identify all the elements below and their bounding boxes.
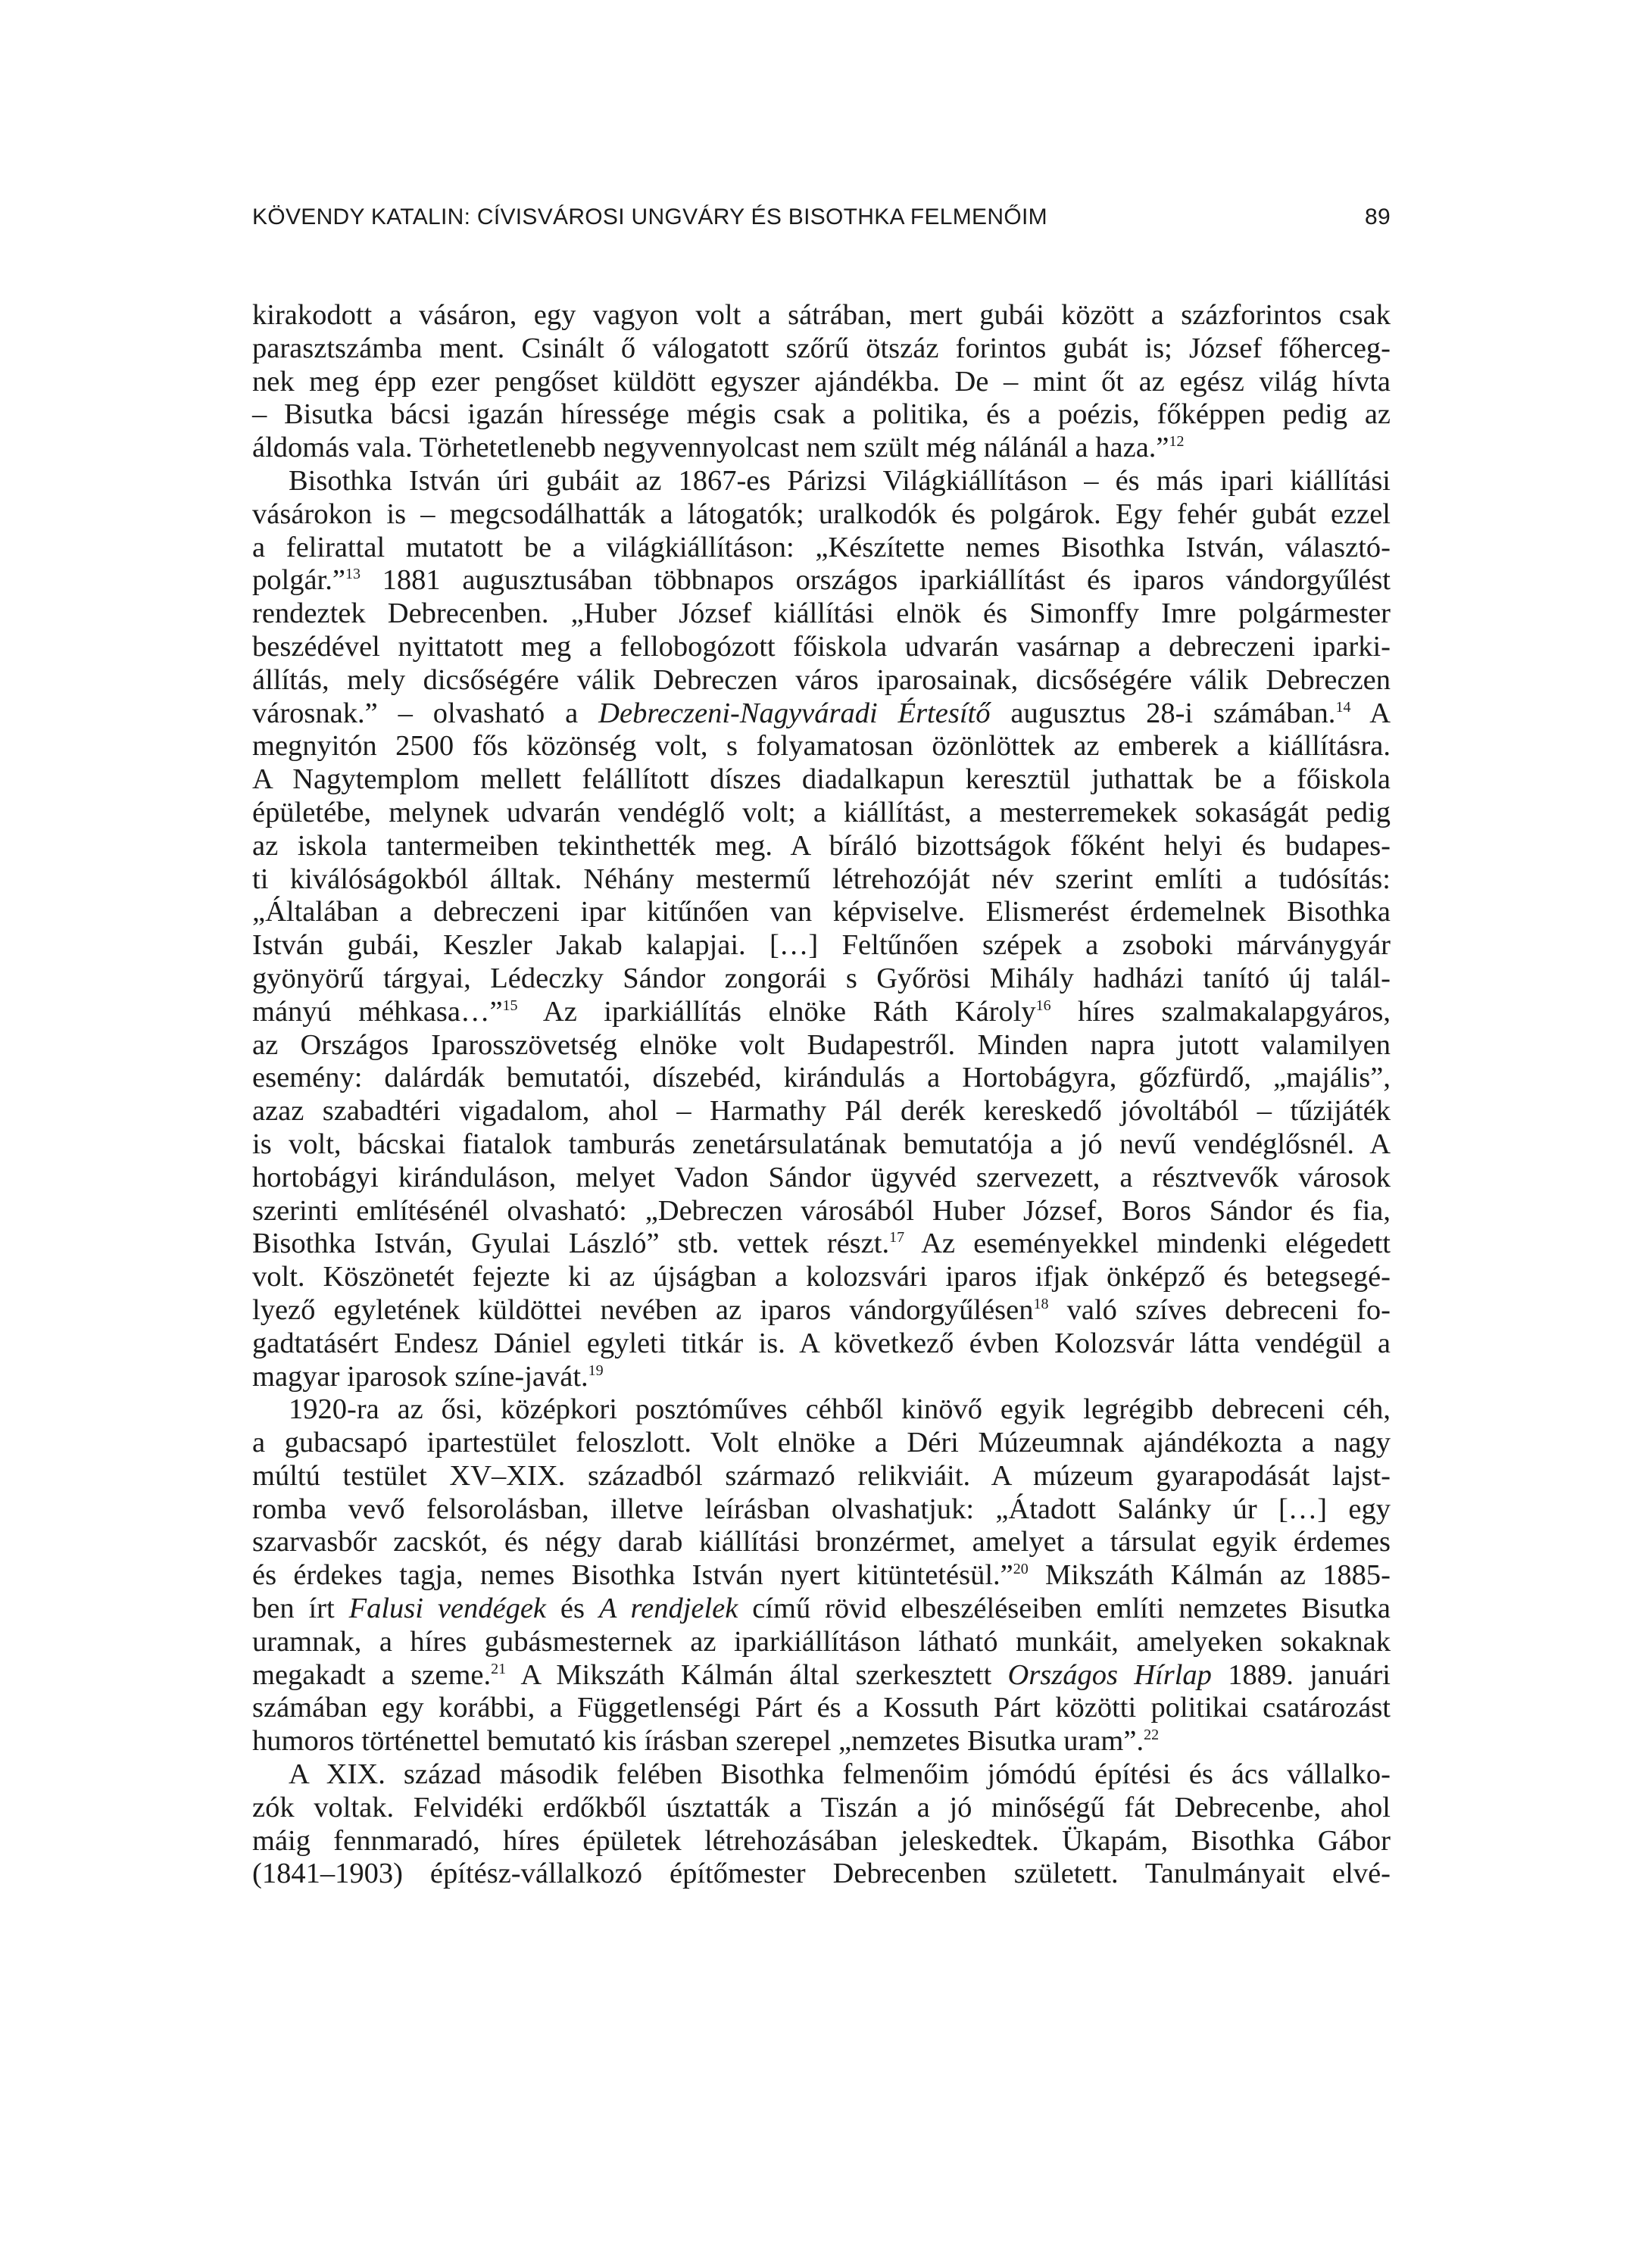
text-run: gyönyörű tárgyai, Lédeczky Sándor zongorái s Győrösi Mihály hadházi tanító új talál- xyxy=(252,962,1391,994)
text-run: ti kiválóságokból álltak. Néhány mestermű létrehozóját név szerint említi a tudósítás: xyxy=(252,863,1391,895)
footnote-ref[interactable]: 15 xyxy=(502,997,518,1014)
text-line xyxy=(252,564,1391,597)
text-line xyxy=(252,1659,1391,1692)
footnote-ref[interactable]: 14 xyxy=(1335,698,1351,716)
text-line xyxy=(252,1526,1391,1559)
text-run: máig fennmaradó, híres épületek létrehozásában jeleskedtek. Ükapám, Bisothka Gábor xyxy=(252,1824,1391,1857)
text-line xyxy=(252,1128,1391,1162)
text-line xyxy=(252,830,1391,863)
text-run: esemény: dalárdák bemutatói, díszebéd, kirándulás a Hortobágyra, gőzfürdő, „majális”, xyxy=(252,1062,1391,1094)
running-title: KÖVENDY KATALIN: CÍVISVÁROSI UNGVÁRY ÉS BISOTHKA FELMENŐIM xyxy=(252,204,1047,229)
paragraph xyxy=(252,465,1391,1393)
text-line xyxy=(252,1095,1391,1128)
text-run: nek meg épp ezer pengőset küldött egyszer ajándékba. De – mint őt az egész világ hívta xyxy=(252,365,1391,398)
text-line xyxy=(252,896,1391,929)
text-run: romba vevő felsorolásban, illetve leírásban olvashatjuk: „Átadott Salánky úr […] egy xyxy=(252,1493,1391,1525)
text-line xyxy=(252,863,1391,897)
footnote-ref[interactable]: 13 xyxy=(345,566,361,583)
text-run: Bisothka István úri gubáit az 1867-es Párizsi Világkiállításon – és más ipari kiállítási xyxy=(289,464,1391,497)
text-line xyxy=(252,398,1391,432)
text-run: állítás, mely dicsőségére válik Debreczen város iparosainak, dicsőségére válik Debreczen xyxy=(252,663,1391,696)
text-run: „Általában a debreczeni ipar kitűnően van képviselve. Elismerést érdemelnek Bisothka xyxy=(252,896,1391,928)
text-line xyxy=(252,1792,1391,1825)
text-run: híres szalmakalapgyáros, xyxy=(1050,995,1391,1028)
text-line xyxy=(252,1195,1391,1228)
text-line xyxy=(252,1393,1391,1427)
text-line xyxy=(252,1858,1391,1891)
text-line xyxy=(252,1626,1391,1659)
text-line xyxy=(252,929,1391,962)
text-line xyxy=(252,465,1391,498)
text-line xyxy=(252,797,1391,830)
text-run: gadtatásért Endesz Dániel egyleti titkár is. A következő évben Kolozsvár látta vendégül a xyxy=(252,1327,1391,1359)
page-number: 89 xyxy=(1365,204,1391,229)
text-line xyxy=(252,1228,1391,1261)
text-line xyxy=(252,996,1391,1029)
italic-title: Falusi vendégek xyxy=(348,1593,547,1625)
text-line xyxy=(252,432,1391,465)
text-line xyxy=(252,1294,1391,1327)
text-run: kirakodott a vásáron, egy vagyon volt a sátrában, mert gubái között a százforintos csak xyxy=(252,299,1391,331)
text-line xyxy=(252,1593,1391,1626)
text-line xyxy=(252,299,1391,332)
text-run: és xyxy=(546,1593,599,1625)
text-run: humoros történettel bemutató kis írásban szerepel „nemzetes Bisutka uram”. xyxy=(252,1725,1144,1758)
text-line xyxy=(252,366,1391,399)
text-run: ben írt xyxy=(252,1593,349,1625)
text-run: István gubái, Keszler Jakab kalapjai. […] Feltűnően szépek a zsoboki márványgyár xyxy=(252,929,1391,962)
text-run: szerinti említésénél olvasható: „Debreczen városából Huber József, Boros Sándor és fia, xyxy=(252,1194,1391,1227)
text-run: parasztszámba ment. Csinált ő válogatott szőrű ötszáz forintos gubát is; József főherceg- xyxy=(252,332,1391,364)
text-run: volt. Köszönetét fejezte ki az újságban a kolozsvári iparos ifjak önképző és betegsegé- xyxy=(252,1261,1391,1293)
text-run: az iskola tantermeiben tekinthették meg. A bíráló bizottságok főként helyi és budapes- xyxy=(252,829,1391,862)
text-run: augusztus 28-i számában. xyxy=(990,697,1336,729)
text-line xyxy=(252,730,1391,763)
paragraph xyxy=(252,299,1391,465)
footnote-ref[interactable]: 16 xyxy=(1035,997,1051,1014)
text-line xyxy=(252,597,1391,631)
footnote-ref[interactable]: 20 xyxy=(1013,1561,1029,1578)
italic-title: A rendjelek xyxy=(598,1593,738,1625)
text-run: beszédével nyittatott meg a fellobogózott főiskola udvarán vasárnap a debreczeni iparki- xyxy=(252,630,1391,663)
text-run: való szíves debreceni fo- xyxy=(1048,1293,1391,1326)
text-run: városnak.” – olvasható a xyxy=(252,697,599,729)
text-run: rendeztek Debrecenben. „Huber József kiállítási elnök és Simonffy Imre polgármester xyxy=(252,597,1391,630)
text-run: megakadt a szeme. xyxy=(252,1658,492,1691)
text-line xyxy=(252,631,1391,664)
text-run: áldomás vala. Törhetetlenebb negyvennyolcast nem szült még nálánál a haza.” xyxy=(252,432,1169,464)
text-line xyxy=(252,1062,1391,1095)
text-run: szarvasbőr zacskót, és négy darab kiállítási bronzérmet, amelyet a társulat egyik érdemes xyxy=(252,1526,1391,1558)
text-run: azaz szabadtéri vigadalom, ahol – Harmathy Pál derék kereskedő jóvoltából – tűzijáték xyxy=(252,1095,1391,1128)
running-header xyxy=(252,204,1391,238)
text-run: mányú méhkasa…” xyxy=(252,995,503,1028)
text-run: számában egy korábbi, a Függetlenségi Párt és a Kossuth Párt közötti politikai csatározást xyxy=(252,1692,1391,1724)
text-line xyxy=(252,697,1391,731)
text-run: megnyitón 2500 fős közönség volt, s folyamatosan özönlöttek az emberek a kiállításra. xyxy=(252,730,1391,763)
text-run: zók voltak. Felvidéki erdőkből úsztatták a Tiszán a jó minőségű fát Debrecenbe, ahol xyxy=(252,1791,1391,1823)
text-line xyxy=(252,532,1391,565)
text-run: Mikszáth Kálmán az 1885- xyxy=(1028,1559,1391,1592)
text-run: A XIX. század második felében Bisothka felmenőim jómódú építési és ács vállalko- xyxy=(289,1758,1391,1791)
text-line xyxy=(252,1460,1391,1493)
italic-title: Debreczeni-Nagyváradi Értesítő xyxy=(598,697,991,729)
text-run: 1920-ra az ősi, középkori posztóműves céhből kinövő egyik legrégibb debreceni céh, xyxy=(289,1393,1391,1426)
text-run: A xyxy=(1350,697,1391,729)
text-run: épületébe, melynek udvarán vendéglő volt; a kiállítást, a mesterremekek sokaságát pedig xyxy=(252,796,1391,828)
text-run: Bisothka István, Gyulai László” stb. vettek részt. xyxy=(252,1228,890,1260)
text-run: is volt, bácskai fiatalok tamburás zenetársulatának bemutatója a jó nevű vendéglősnél. A xyxy=(252,1128,1391,1160)
footnote-ref[interactable]: 18 xyxy=(1033,1295,1049,1312)
text-run: hortobágyi kiránduláson, melyet Vadon Sándor ügyvéd szervezett, a résztvevők városok xyxy=(252,1161,1391,1193)
text-line xyxy=(252,1758,1391,1792)
text-run: a felirattal mutatott be a világkiállításon: „Készítette nemes Bisothka István, választó- xyxy=(252,531,1391,563)
footnote-ref[interactable]: 12 xyxy=(1169,433,1185,451)
text-line xyxy=(252,1327,1391,1361)
text-line xyxy=(252,1029,1391,1062)
text-run: és érdekes tagja, nemes Bisothka István nyert kitüntetésül.” xyxy=(252,1559,1013,1592)
text-run: polgár.” xyxy=(252,564,345,597)
text-line xyxy=(252,962,1391,996)
text-line xyxy=(252,1261,1391,1294)
text-run: az Országos Iparosszövetség elnöke volt Budapestről. Minden napra jutott valamilyen xyxy=(252,1028,1391,1061)
text-line xyxy=(252,664,1391,697)
text-line xyxy=(252,1493,1391,1527)
text-line xyxy=(252,498,1391,532)
text-run: című rövid elbeszéléseiben említi nemzetes Bisutka xyxy=(738,1593,1391,1625)
text-run: Az eseményekkel mindenki elégedett xyxy=(904,1228,1391,1260)
text-run: múltú testület XV–XIX. századból származó relikviáit. A múzeum gyarapodását lajst- xyxy=(252,1459,1391,1492)
footnote-ref[interactable]: 22 xyxy=(1144,1727,1160,1744)
text-run: 1881 augusztusában többnapos országos iparkiállítást és iparos vándorgyűlést xyxy=(360,564,1391,597)
paragraph xyxy=(252,1758,1391,1891)
text-line xyxy=(252,1725,1391,1758)
text-run: A Nagytemplom mellett felállított díszes diadalkapun keresztül juthattak be a főiskola xyxy=(252,763,1391,796)
body-text xyxy=(252,299,1391,1891)
text-line xyxy=(252,1162,1391,1195)
paragraph xyxy=(252,1393,1391,1758)
text-line xyxy=(252,763,1391,797)
text-run: 1889. januári xyxy=(1211,1658,1391,1691)
text-run: – Bisutka bácsi igazán híressége mégis csak a politika, és a poézis, főképpen pedig az xyxy=(252,398,1391,431)
italic-title: Országos Hírlap xyxy=(1007,1658,1212,1691)
text-run: magyar iparosok színe-javát. xyxy=(252,1360,588,1393)
text-run: (1841–1903) építész-vállalkozó építőmester Debrecenben született. Tanulmányait elvé- xyxy=(252,1858,1391,1890)
footnote-ref[interactable]: 19 xyxy=(588,1362,604,1379)
footnote-ref[interactable]: 17 xyxy=(889,1229,905,1246)
text-line xyxy=(252,1361,1391,1394)
text-line xyxy=(252,1427,1391,1460)
text-run: a gubacsapó ipartestület feloszlott. Volt elnöke a Déri Múzeumnak ajándékozta a nagy xyxy=(252,1427,1391,1459)
text-run: vásárokon is – megcsodálhatták a látogatók; uralkodók és polgárok. Egy fehér gubát ezzel xyxy=(252,498,1391,530)
footnote-ref[interactable]: 21 xyxy=(491,1660,507,1677)
text-line xyxy=(252,1692,1391,1725)
text-line xyxy=(252,1559,1391,1593)
text-run: Az iparkiállítás elnöke Ráth Károly xyxy=(517,995,1036,1028)
text-run: uramnak, a híres gubásmesternek az iparkiállításon látható munkáit, amelyeken sokaknak xyxy=(252,1625,1391,1658)
text-line xyxy=(252,332,1391,366)
text-run: A Mikszáth Kálmán által szerkesztett xyxy=(506,1658,1008,1691)
text-run: lyező egyletének küldöttei nevében az iparos vándorgyűlésen xyxy=(252,1293,1034,1326)
text-line xyxy=(252,1825,1391,1858)
